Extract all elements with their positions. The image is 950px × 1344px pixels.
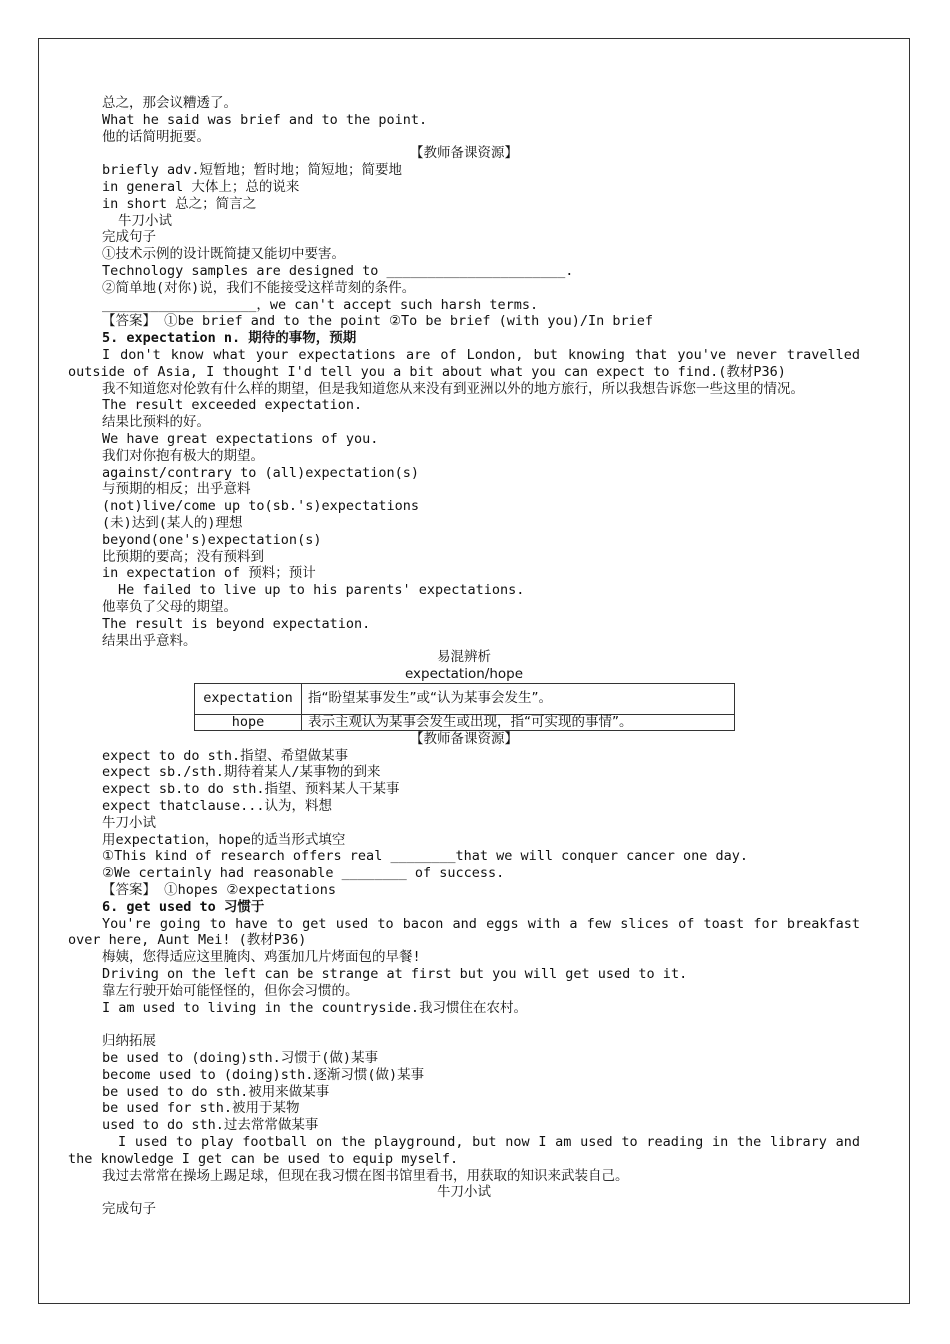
table-row [195, 714, 735, 730]
section-heading: 易混辨析 [437, 649, 491, 666]
text-line: The result is beyond expectation. [102, 615, 371, 632]
text-line: (未)达到(某人的)理想 [102, 514, 243, 531]
exercise-heading: 牛刀小试 [437, 1184, 491, 1201]
text-line: 他辜负了父母的期望。 [102, 598, 237, 615]
text-line: ②简单地(对你)说，我们不能接受这样苛刻的条件。 [102, 279, 416, 296]
table-cell-term: expectation [195, 683, 302, 714]
text-line: What he said was brief and to the point. [102, 111, 428, 128]
section-heading: 【教师备课资源】 [410, 730, 518, 747]
text-line: I am used to living in the countryside.我习惯住在农村。 [102, 999, 527, 1016]
text-line: in expectation of 预料；预计 [102, 565, 316, 582]
example-sentence: I don't know what your expectations are of London, but knowing that you've never travelled outside of Asia, I thought I'd tell you a bit about what you can expect to find.(教材P36) [68, 346, 860, 380]
text-line: We have great expectations of you. [102, 430, 379, 447]
section-heading: 归纳拓展 [102, 1033, 156, 1050]
text-line: The result exceeded expectation. [102, 397, 363, 414]
translation: 我过去常常在操场上踢足球，但现在我习惯在图书馆里看书，用获取的知识来武装自己。 [102, 1167, 629, 1184]
text-line: 完成句子 [102, 1201, 156, 1218]
entry-heading: 6. get used to 习惯于 [102, 898, 265, 915]
text-line: beyond(one's)expectation(s) [102, 531, 322, 548]
text-line: 他的话简明扼要。 [102, 128, 210, 145]
text-line: be used for sth.被用于某物 [102, 1100, 300, 1117]
text-line: Driving on the left can be strange at first but you will get used to it. [102, 966, 688, 983]
table-row [195, 683, 735, 714]
translation: 梅姨，您得适应这里腌肉、鸡蛋加几片烤面包的早餐! [102, 949, 421, 966]
answer-line: 【答案】 ①hopes ②expectations [102, 882, 337, 899]
text-line: against/contrary to (all)expectation(s) [102, 464, 419, 481]
text-line: in short 总之；简言之 [102, 195, 257, 212]
text-line: in general 大体上；总的说来 [102, 178, 300, 195]
comparison-table [194, 683, 735, 731]
text-line: expect thatclause...认为，料想 [102, 798, 333, 815]
text-line: 完成句子 [102, 229, 156, 246]
text-line: 用expectation，hope的适当形式填空 [102, 831, 346, 848]
section-heading: 【教师备课资源】 [410, 145, 518, 162]
exercise-item: ___________________，we can't accept such harsh terms. [102, 296, 539, 313]
exercise-item: ①This kind of research offers real ________that we will conquer cancer one day. [102, 848, 749, 865]
text-line: become used to (doing)sth.逐渐习惯(做)某事 [102, 1066, 425, 1083]
text-line: expect sb.to do sth.指望、预料某人干某事 [102, 781, 400, 798]
table-cell-term: hope [195, 714, 302, 730]
example-sentence: I used to play football on the playground, but now I am used to reading in the library and the knowledge I get can be used to equip myself. [68, 1134, 860, 1167]
text-line: 总之，那会议糟透了。 [102, 95, 237, 111]
text-line: be used to (doing)sth.习惯于(做)某事 [102, 1050, 379, 1067]
table-cell-desc: 表示主观认为某事会发生或出现，指“可实现的事情”。 [302, 714, 735, 730]
text-line: used to do sth.过去常常做某事 [102, 1117, 319, 1134]
answer-line: 【答案】 ①be brief and to the point ②To be brief (with you)/In brief [102, 313, 654, 330]
text-line: 结果比预料的好。 [102, 414, 210, 431]
exercise-heading: 牛刀小试 [118, 212, 172, 229]
entry-heading: 5. expectation n. 期待的事物，预期 [102, 330, 357, 347]
text-line: 与预期的相反；出乎意料 [102, 481, 251, 498]
table-cell-desc: 指“盼望某事发生”或“认为某事会发生”。 [302, 683, 735, 714]
exercise-item: ②We certainly had reasonable ________ of success. [102, 865, 505, 882]
text-line: expect to do sth.指望、希望做某事 [102, 747, 349, 764]
exercise-heading: 牛刀小试 [102, 814, 156, 831]
text-line: ①技术示例的设计既简捷又能切中要害。 [102, 246, 345, 263]
exercise-item: Technology samples are designed to ______________________. [102, 262, 574, 279]
text-line: 比预期的要高；没有预料到 [102, 548, 264, 565]
text-line: expect sb./sth.期待着某人/某事物的到来 [102, 764, 381, 781]
text-line: (not)live/come up to(sb.'s)expectations [102, 498, 419, 515]
text-line: be used to do sth.被用来做某事 [102, 1083, 330, 1100]
section-subheading: expectation/hope [404, 666, 524, 683]
translation: 我不知道您对伦敦有什么样的期望，但是我知道您从来没有到亚洲以外的地方旅行，所以我想告诉您一些这里的情况。 [102, 380, 804, 397]
text-line: 靠左行驶开始可能怪怪的，但你会习惯的。 [102, 982, 359, 999]
document-body [68, 95, 860, 1218]
text-line: He failed to live up to his parents' expectations. [118, 582, 525, 599]
example-sentence: You're going to have to get used to bacon and eggs with a few slices of toast for breakfast over here, Aunt Mei! (教材P36) [68, 915, 860, 949]
text-line: 结果出乎意料。 [102, 632, 197, 649]
text-line: 我们对你抱有极大的期望。 [102, 447, 264, 464]
blank-line [68, 1016, 860, 1033]
text-line: briefly adv.短暂地；暂时地；简短地；简要地 [102, 162, 403, 179]
